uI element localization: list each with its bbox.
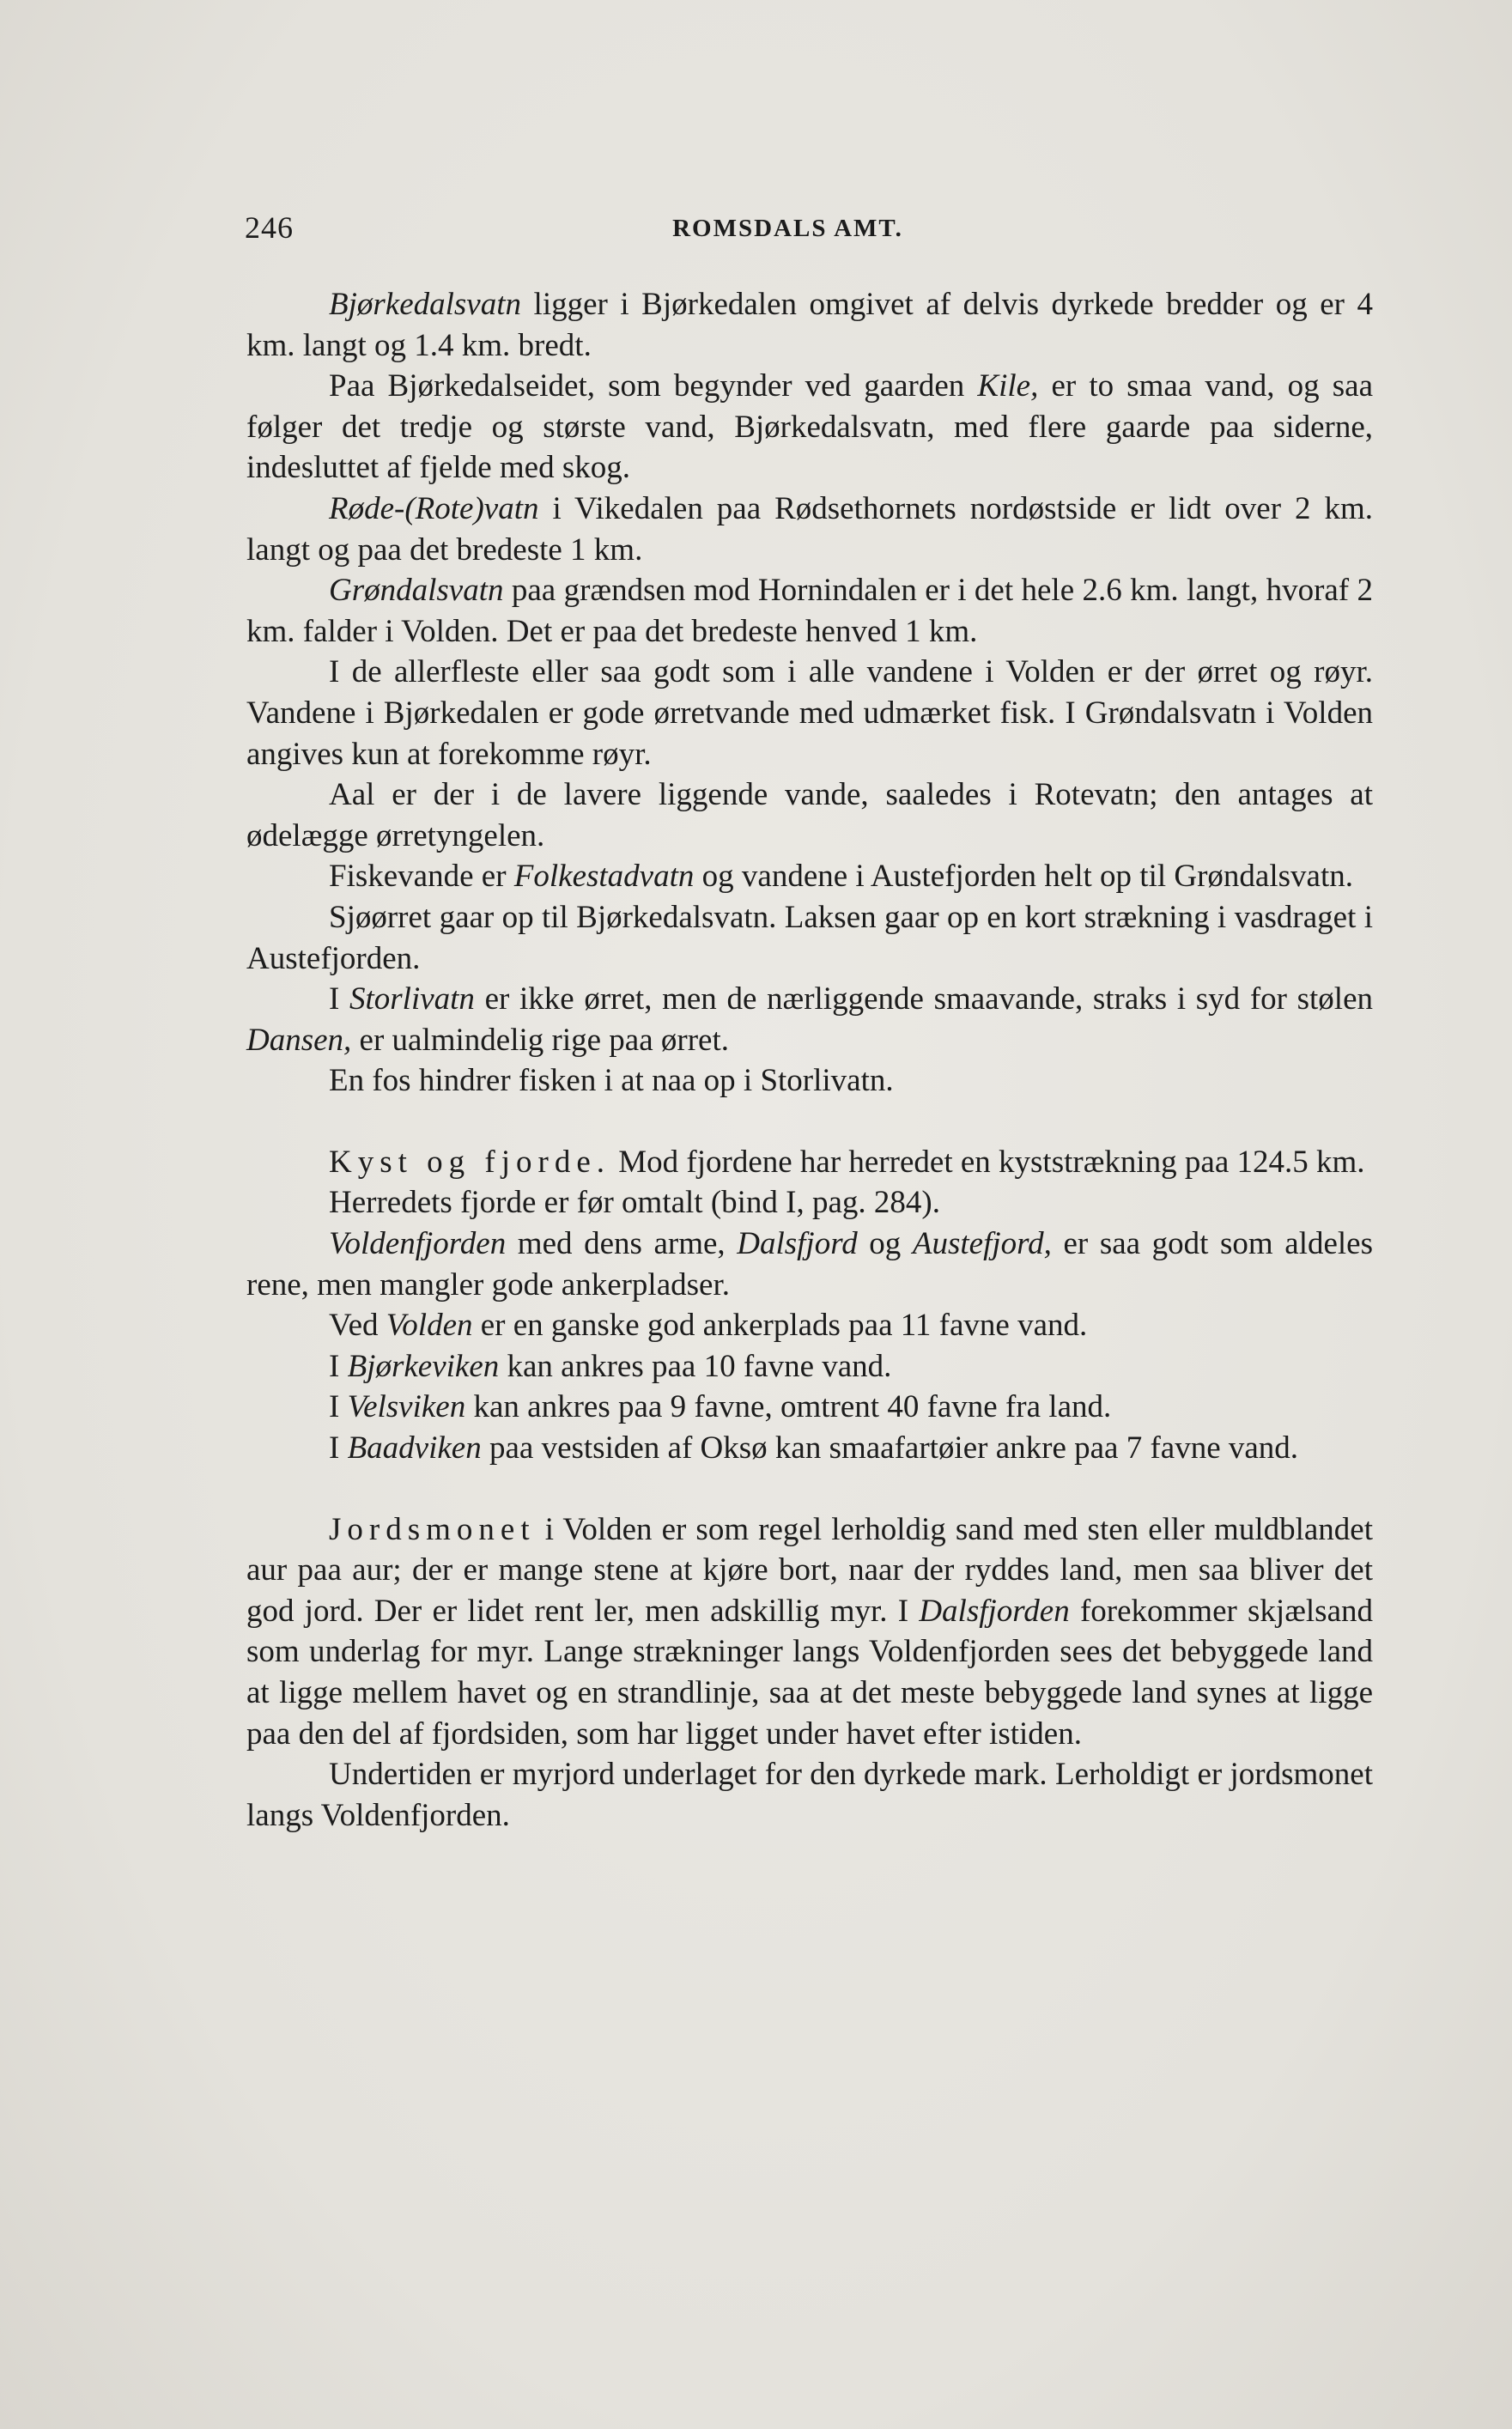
paragraph [246,1182,1373,1224]
text-run: I [329,1430,348,1467]
italic-name: Røde-(Rote)vatn [329,490,539,526]
italic-name: Bjørkedalsvatn [329,287,522,322]
paragraph [246,570,1373,652]
italic-name: Storlivatn [349,981,475,1017]
text-run: er to smaa vand, og saa følger det tredje og største vand, Bjørkedalsvatn, med flere gaarde paa siderne, indesluttet af fjelde med skog. [246,368,1373,486]
paragraph [246,366,1373,489]
paragraph [246,1509,1373,1755]
text-run: I [329,1348,348,1384]
text-run: i Volden er som regel lerholdig sand med sten eller muldblandet aur paa aur; der er mange stene at kjøre bort, naar der ryddes land, men saa bliver det god jord. Der er lidet rent ler, men adskillig myr. I [246,1511,1373,1629]
paragraph [246,897,1373,979]
paragraph [246,979,1373,1060]
section-heading: Jordsmonet [329,1511,536,1547]
italic-name: Dalsfjord [737,1226,858,1262]
italic-name: Folkestadvatn [513,859,695,895]
text-run: er saa godt som aldeles rene, men mangler gode ankerpladser. [246,1226,1373,1303]
text-run: Aal er der i de lavere liggende vande, saaledes i Rotevatn; den antages at ødelægge ørretyngelen. [246,777,1373,853]
italic-name: Austefjord, [912,1226,1052,1262]
running-title: ROMSDALS AMT. [672,215,903,242]
text-run: paa vestsiden af Oksø kan smaafartøier ankre paa 7 favne vand. [481,1430,1299,1467]
text-run: Sjøørret gaar op til Bjørkedalsvatn. Laksen gaar op en kort strækning i vasdraget i Austefjorden. [246,899,1373,976]
paragraph [246,1346,1373,1388]
body-text [246,284,1373,1836]
italic-name: Voldenfjorden [329,1226,507,1262]
text-run: Undertiden er myrjord underlaget for den dyrkede mark. Lerholdigt er jordsmonet langs Voldenfjorden. [246,1757,1373,1833]
text-run: Paa Bjørkedalseidet, som begynder ved gaarden [329,368,978,404]
paragraph [246,856,1373,897]
page-number: 246 [245,210,294,245]
section-heading: Kyst og fjorde. [329,1144,610,1180]
italic-name: Volden [386,1308,473,1344]
italic-name: Grøndalsvatn [329,573,504,609]
text-run: Herredets fjorde er før omtalt (bind I, pag. 284). [329,1185,940,1221]
text-run: og [857,1226,913,1262]
text-run: Mod fjordene har herredet en kyststrækning paa 124.5 km. [610,1144,1365,1180]
paragraph [246,652,1373,774]
paragraph [246,489,1373,570]
text-run: ligger i Bjørkedalen omgivet af delvis dyrkede bredder og er 4 km. langt og 1.4 km. bredt. [246,287,1373,363]
paragraph [246,1305,1373,1346]
italic-name: Baadviken [347,1430,482,1467]
text-run: Ved [329,1308,386,1344]
paragraph [246,774,1373,856]
italic-name: Kile, [977,368,1039,404]
text-run: er en ganske god ankerplads paa 11 favne vand. [472,1308,1088,1344]
text-run: kan ankres paa 9 favne, omtrent 40 favne fra land. [465,1389,1112,1425]
text-run: med dens arme, [506,1226,738,1262]
paragraph [246,1224,1373,1305]
text-run: paa grændsen mod Hornindalen er i det hele 2.6 km. langt, hvoraf 2 km. falder i Volden. Det er paa det bredeste henved 1 km. [246,573,1373,649]
paragraph [246,1387,1373,1428]
paragraph [246,1142,1373,1183]
paragraph [246,1428,1373,1469]
text-run: og vandene i Austefjorden helt op til Grøndalsvatn. [694,859,1353,895]
text-run: Fiskevande er [329,859,514,895]
text-run: er ualmindelig rige paa ørret. [351,1022,729,1058]
paragraph [246,284,1373,366]
text-run: I [329,1389,348,1425]
text-run: kan ankres paa 10 favne vand. [499,1348,892,1384]
section-gap [246,1469,1373,1509]
paragraph [246,1060,1373,1102]
section-gap [246,1102,1373,1142]
text-run: er ikke ørret, men de nærliggende smaavande, straks i syd for stølen [474,981,1373,1017]
text-run: forekommer skjælsand som underlag for myr. Lange strækninger langs Voldenfjorden sees det bebyggede land at ligge mellem havet og en strandlinje, saa at det meste bebyggede land synes at ligge paa den del af fjordsiden, som har ligget under havet efter istiden. [246,1593,1373,1752]
text-run: I [329,981,349,1017]
page-header [245,210,1331,252]
italic-name: Dalsfjorden [919,1593,1070,1629]
italic-name: Bjørkeviken [347,1348,500,1384]
text-run: En fos hindrer fisken i at naa op i Storlivatn. [329,1063,894,1099]
text-run: I de allerfleste eller saa godt som i alle vandene i Volden er der ørret og røyr. Vandene i Bjørkedalen er gode ørretvande med udmærket fisk. I Grøndalsvatn i Volden angives kun at forekomme røyr. [246,654,1373,772]
italic-name: Velsviken [347,1389,466,1425]
italic-name: Dansen, [246,1022,352,1058]
text-run: i Vikedalen paa Rødsethornets nordøstside er lidt over 2 km. langt og paa det bredeste 1 km. [246,490,1373,568]
paragraph [246,1754,1373,1836]
